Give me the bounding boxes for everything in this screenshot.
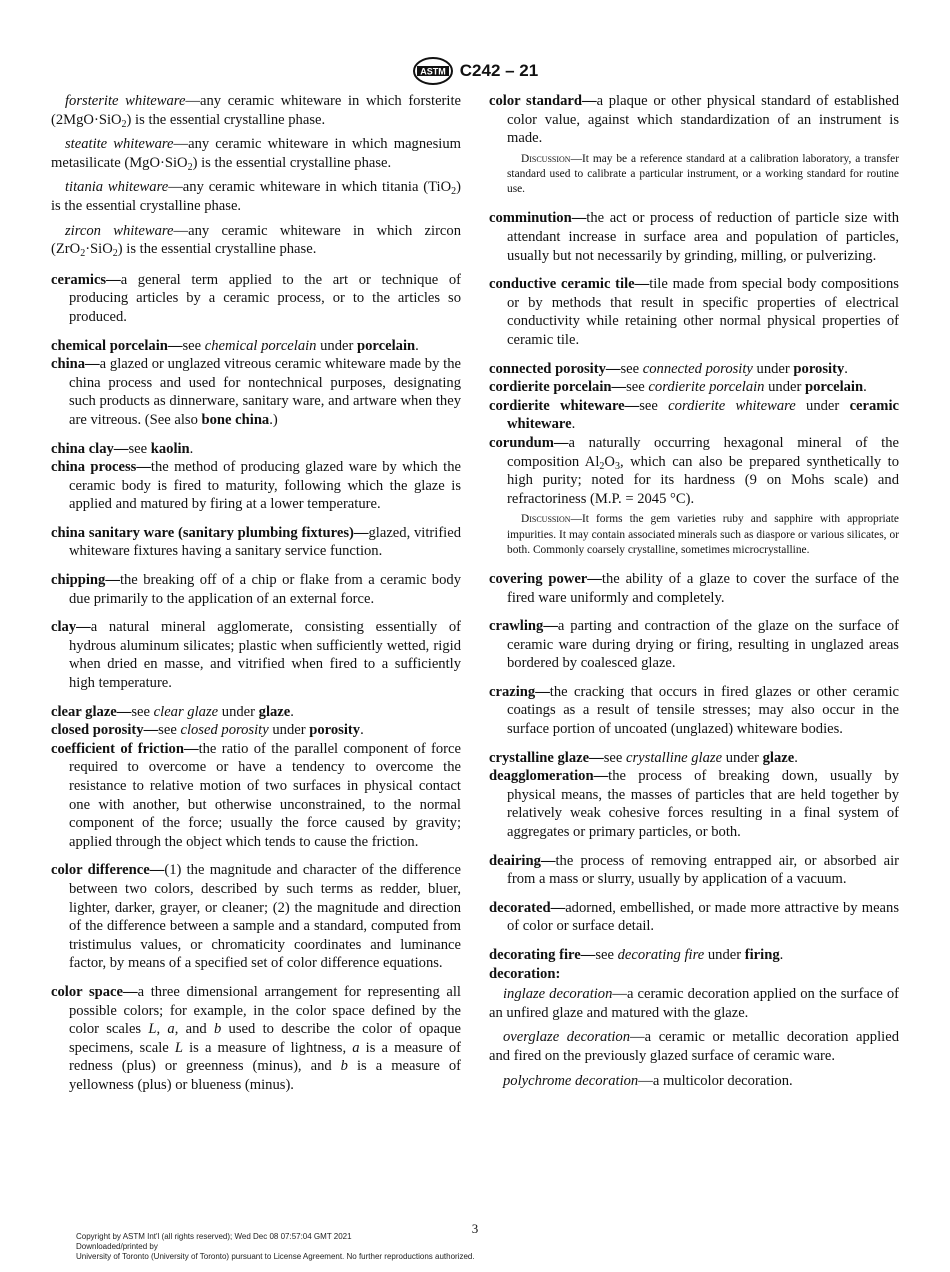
entry-china-process: china process—the method of producing glazed ware by which the ceramic body is fired to maturity, following which the glaze is applied and matured by firing at a lower temperature. bbox=[51, 459, 461, 513]
entry-chipping: chipping—the breaking off of a chip or flake from a ceramic body due primarily to the application of an external force. bbox=[51, 572, 461, 607]
entry-clear-glaze: clear glaze—see clear glaze under glaze. bbox=[51, 703, 294, 720]
entry-ceramics: ceramics—a general term applied to the art or technique of producing articles by a ceramic process, or to the articles so produced. bbox=[51, 271, 461, 325]
document-id: C242 – 21 bbox=[459, 61, 539, 80]
logo-text: ASTM bbox=[420, 66, 446, 77]
entry-decorating-fire: decorating fire—see decorating fire under firing. bbox=[489, 947, 784, 963]
footer-line-copyright: Copyright by ASTM Int'l (all rights reserved); Wed Dec 08 07:57:04 GMT 2021 bbox=[76, 1232, 352, 1241]
copyright-footer bbox=[76, 1232, 475, 1262]
entry-china-clay: china clay—see kaolin. bbox=[51, 440, 194, 457]
entry-deagglomeration: deagglomeration—the process of breaking down, usually by physical means, the masses of particles that are held together by relatively weak cohesive forces resulting in a final system of aggregates or primary particles, or both. bbox=[489, 768, 899, 841]
entry-crystalline-glaze: crystalline glaze—see crystalline glaze under glaze. bbox=[489, 749, 798, 766]
entry-color-space: color space—a three dimensional arrangement for representing all possible colors; for example, in the color space defined by the color scales L, a, and b used to describe the color of opaque specimens, scale L is a measure of lightness, a is a measure of redness (plus) or greenness (minus), and b is a measure of yellowness (plus) or blueness (minus). bbox=[51, 983, 461, 1093]
entry-color-difference: color difference—(1) the magnitude and character of the difference between two colors, described by such terms as redder, bluer, lighter, darker, grayer, or cleaner; (2) the magnitude and direction of the difference between a sample and a standard, computed from tristimulus values, or chromaticity coordinates and luminance factor, by means of a specified set of color difference equations. bbox=[51, 862, 461, 972]
entry-clay: clay—a natural mineral agglomerate, consisting essentially of hydrous aluminum silicates; plastic when sufficiently wetted, rigid when dried en masse, and vitrified when fired to a sufficiently high temperature. bbox=[51, 619, 461, 692]
entry-crawling: crawling—a parting and contraction of the glaze on the surface of ceramic ware during drying or firing, resulting in unglazed areas bordered by coalesced glaze. bbox=[489, 618, 899, 672]
entry-color-standard: color standard—a plaque or other physical standard of established color value, against which standardization of an instrument is made. bbox=[489, 93, 900, 147]
entry-comminution: comminution—the act or process of reduction of particle size with attendant increase in surface area and population of particles, usually but not necessarily by grinding, milling, or pulverizing. bbox=[489, 210, 899, 264]
right-column bbox=[489, 92, 899, 1096]
discussion-corundum: Discussion—It forms the gem varieties ruby and sapphire with appropriate impurities. It may contain associated minerals such as diaspore or various silicates, or both. Commonly coarsely crystalline, sometimes microcrystalline. bbox=[507, 513, 899, 556]
entry-conductive-ceramic-tile: conductive ceramic tile—tile made from special body compositions or by methods that result in specific properties of electrical conductivity while retaining other normal physical properties of ceramic tile. bbox=[489, 276, 899, 348]
entry-chemical-porcelain: chemical porcelain—see chemical porcelain under porcelain. bbox=[51, 337, 419, 354]
entry-deairing: deairing—the process of removing entrapped air, or absorbed air from a mass or slurry, usually by application of a vacuum. bbox=[489, 852, 899, 888]
page-number: 3 bbox=[471, 1221, 479, 1236]
entry-covering-power: covering power—the ability of a glaze to cover the surface of the fired ware uniformly and completely. bbox=[489, 570, 899, 606]
entry-decoration: decoration: bbox=[489, 965, 561, 982]
entry-cordierite-porcelain: cordierite porcelain—see cordierite porcelain under porcelain. bbox=[489, 379, 867, 396]
entry-cordierite-whiteware: cordierite whiteware—see cordierite whiteware under ceramic whiteware. bbox=[489, 397, 899, 433]
entry-crazing: crazing—the cracking that occurs in fired glazes or other ceramic coatings as a result of tensile stresses; may also occur in the surface portion of uncoated (unglazed) whiteware bodies. bbox=[489, 683, 899, 738]
page-header bbox=[0, 56, 950, 91]
footer-line-downloaded: Downloaded/printed by bbox=[76, 1242, 158, 1251]
entry-closed-porosity: closed porosity—see closed porosity under porosity. bbox=[51, 722, 364, 739]
left-column bbox=[51, 92, 461, 1105]
discussion-color-standard: Discussion—It may be a reference standard at a calibration laboratory, a transfer standard used to calibrate a particular instrument, or a working standard for routine use. bbox=[507, 152, 899, 196]
entry-connected-porosity: connected porosity—see connected porosity under porosity. bbox=[489, 360, 848, 377]
entry-titania-whiteware: titania whiteware—any ceramic whiteware in which titania (TiO$_2$) is the essential crystalline phase. bbox=[51, 179, 461, 214]
entry-forsterite-whiteware: forsterite whiteware—any ceramic whiteware in which forsterite (2MgO·SiO$_2$) is the essential crystalline phase. bbox=[51, 93, 462, 130]
entry-corundum: corundum—a naturally occurring hexagonal mineral of the composition $Al_2O_3$, which can also be prepared synthetically to high purity; noted for its hardness (9 on Mohs scale) and refractoriness (M.P. = 2045 °C). bbox=[489, 434, 899, 507]
entry-decorated: decorated—adorned, embellished, or made more attractive by means of color or surface detail. bbox=[489, 899, 899, 935]
entry-inglaze-decoration: inglaze decoration—a ceramic decoration applied on the surface of an unfired glaze and matured with the glaze. bbox=[489, 986, 899, 1021]
entry-zircon-whiteware: zircon whiteware—any ceramic whiteware in which zircon (ZrO$_2$·SiO$_2$) is the essential crystalline phase. bbox=[51, 222, 462, 260]
entry-china-sanitary-ware: china sanitary ware (sanitary plumbing fixtures)—glazed, vitrified whiteware fixtures having a sanitary service function. bbox=[51, 524, 462, 560]
entry-china: china—a glazed or unglazed vitreous ceramic whiteware made by the china process and used for nontechnical purposes, designating such products as dinnerware, sanitary ware, and artware when they are vitreous. (See also bone china.) bbox=[51, 356, 461, 428]
entry-overglaze-decoration: overglaze decoration—a ceramic or metallic decoration applied and fired on the previously glazed surface of ceramic ware. bbox=[489, 1029, 899, 1064]
footer-line-license: University of Toronto (University of Toronto) pursuant to License Agreement. No further reproductions authorized. bbox=[76, 1252, 475, 1261]
entry-steatite-whiteware: steatite whiteware—any ceramic whiteware in which magnesium metasilicate (MgO·SiO$_2$) is the essential crystalline phase. bbox=[51, 136, 461, 173]
entry-coefficient-of-friction: coefficient of friction—the ratio of the parallel component of force required to overcome or have a tendency to overcome the resistance to relative motion of two surfaces in physical contact one with another, but otherwise unconstrained, to the normal component of the force; usually the force caused by gravity; applied through the object which tends to cause the friction. bbox=[51, 740, 461, 850]
astm-logo-icon bbox=[412, 56, 454, 86]
entry-polychrome-decoration: polychrome decoration—a multicolor decoration. bbox=[503, 1072, 793, 1089]
